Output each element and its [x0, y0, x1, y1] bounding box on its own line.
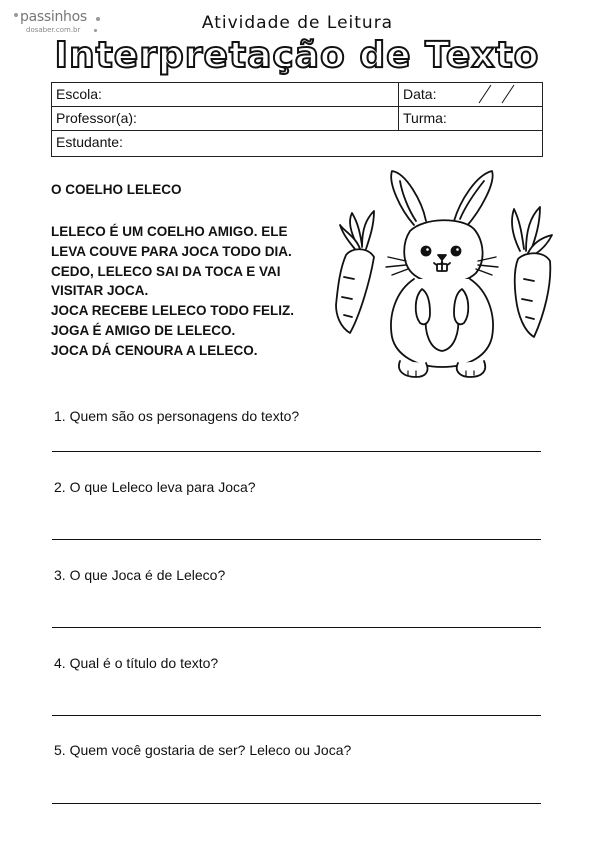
story-line: LELECO É UM COELHO AMIGO. ELE — [51, 224, 288, 239]
teacher-field[interactable]: Professor(a): — [52, 107, 399, 130]
answer-line-4[interactable] — [52, 715, 541, 716]
rabbit-icon — [386, 171, 498, 377]
info-row — [52, 107, 542, 131]
svg-text:Interpretação de Texto: Interpretação de Texto — [54, 35, 540, 76]
brand-site: dosaber.com.br — [26, 26, 81, 34]
story-line: LEVA COUVE PARA JOCA TODO DIA. — [51, 243, 292, 259]
story-line: JOGA É AMIGO DE LELECO. — [51, 322, 236, 338]
question-1: 1. Quem são os personagens do texto? — [54, 408, 300, 424]
story-line: CEDO, LELECO SAI DA TOCA E VAI — [51, 263, 281, 279]
question-5: 5. Quem você gostaria de ser? Leleco ou Joca? — [54, 742, 352, 758]
bunny-illustration — [330, 165, 560, 385]
story-line: JOCA DÁ CENOURA A LELECO. — [51, 342, 258, 358]
question-4: 4. Qual é o título do texto? — [54, 655, 219, 671]
carrot-left-icon — [336, 211, 374, 333]
answer-line-5[interactable] — [52, 803, 541, 804]
class-field[interactable]: Turma: — [403, 110, 447, 126]
student-field[interactable]: Estudante: — [56, 134, 123, 150]
school-field[interactable]: Escola: — [52, 83, 399, 106]
info-row — [52, 131, 542, 156]
date-field[interactable] — [399, 83, 542, 106]
answer-line-2[interactable] — [52, 539, 541, 540]
brand-name: passinhos — [20, 9, 87, 25]
story-title: O COELHO LELECO — [51, 182, 182, 197]
story-text — [51, 222, 294, 361]
question-3: 3. O que Joca é de Leleco? — [54, 567, 226, 583]
student-info-table — [51, 82, 543, 157]
story-line: VISITAR JOCA. — [51, 283, 149, 299]
page-subtitle: Atividade de Leitura — [201, 13, 394, 33]
answer-line-3[interactable] — [52, 627, 541, 628]
page-title — [0, 30, 595, 80]
question-2: 2. O que Leleco leva para Joca? — [54, 479, 256, 495]
date-slashes — [459, 83, 519, 106]
carrot-right-icon — [512, 207, 552, 337]
date-label: Data: — [403, 86, 437, 102]
answer-line-1[interactable] — [52, 451, 541, 452]
story-line: JOCA RECEBE LELECO TODO FELIZ. — [51, 303, 295, 319]
info-row — [52, 83, 542, 107]
